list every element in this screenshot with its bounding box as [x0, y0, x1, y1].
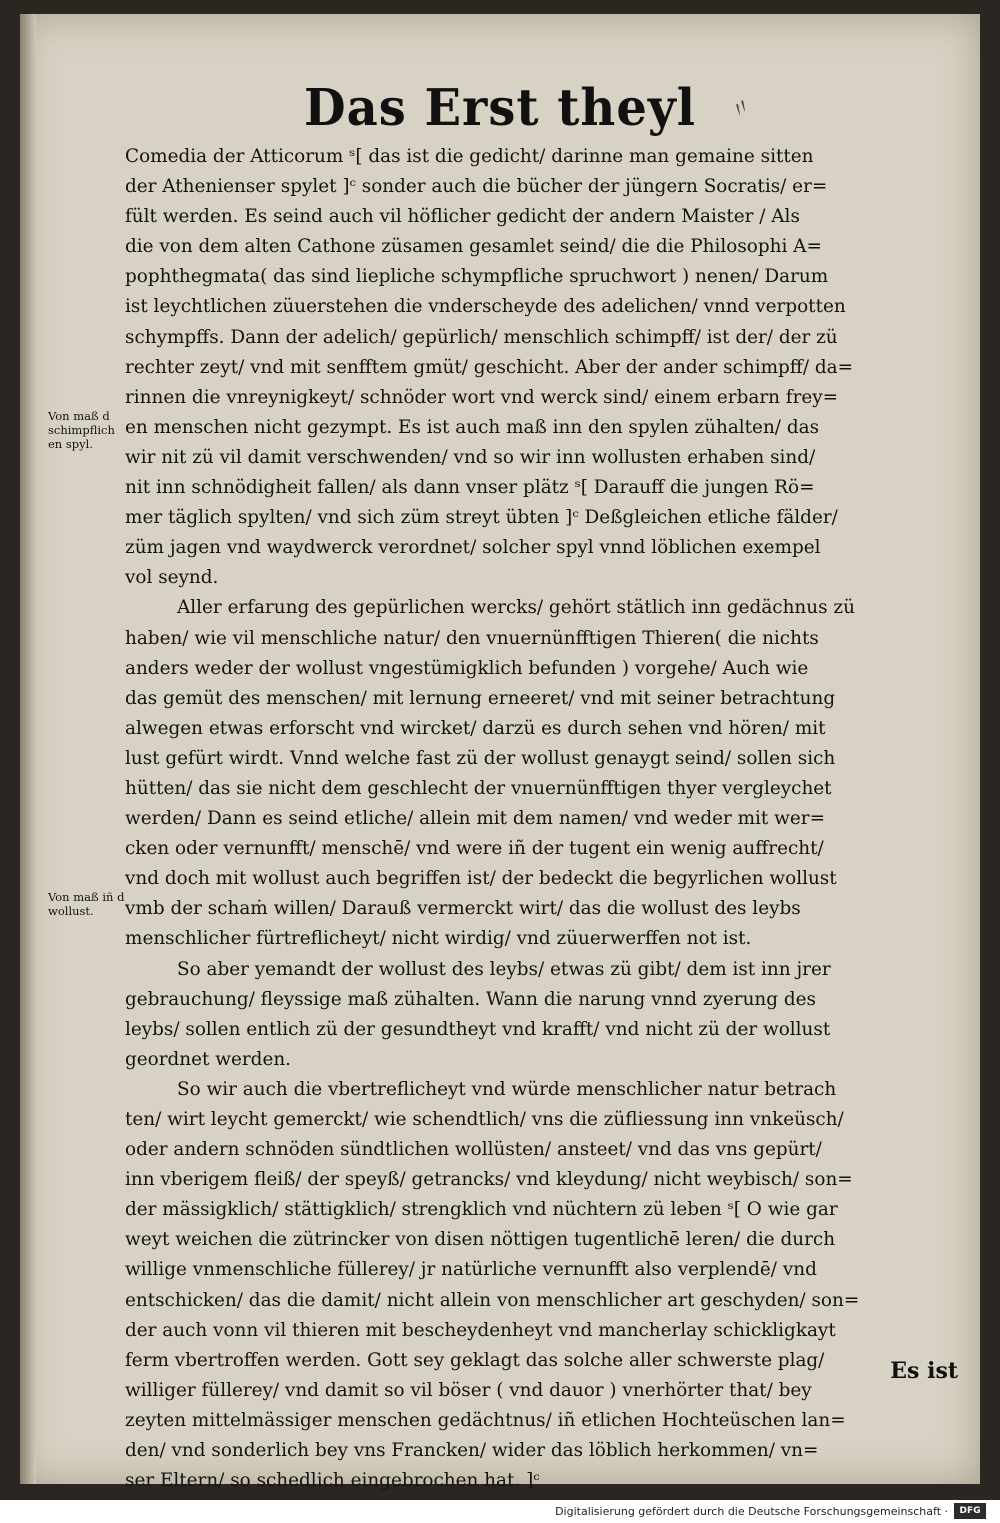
text-line: cken oder vernunfft/ menschē/ vnd were iñ der tugent ein wenig auffrecht/	[125, 838, 824, 860]
dfg-logo: DFG	[954, 1503, 986, 1519]
text-line: rechter zeyt/ vnd mit senfftem gmüt/ geschicht. Aber der ander schimpff/ da=	[125, 356, 854, 378]
text-line: Comedia der Atticorum ˢ[ das ist die gedicht/ darinne man gemaine sitten	[125, 146, 814, 167]
text-line: willige vnmenschliche füllerey/ jr natürliche vernunfft also verplendē/ vnd	[125, 1259, 817, 1281]
text-line: mer täglich spylten/ vnd sich züm streyt übten ]ᶜ Deßgleichen etliche fälder/	[125, 507, 838, 529]
text-line: entschicken/ das die damit/ nicht allein von menschlicher art geschyden/ son=	[125, 1289, 860, 1311]
text-line: vnd doch mit wollust auch begriffen ist/ der bedeckt die begyrlichen wollust	[125, 868, 837, 890]
text-line: die von dem alten Cathone züsamen gesamlet seind/ die die Philosophi A=	[125, 236, 822, 258]
text-line: wir nit zü vil damit verschwenden/ vnd so wir inn wollusten erhaben sind/	[125, 446, 816, 468]
text-line: gebrauchung/ fleyssige maß zühalten. Wann die narung vnnd zyerung des	[125, 988, 816, 1010]
text-line: werden/ Dann es seind etliche/ allein mit dem namen/ vnd weder mit wer=	[125, 808, 825, 830]
text-line: ten/ wirt leycht gemerckt/ wie schendtlich/ vns die züfliessung inn vnkeüsch/	[125, 1109, 844, 1130]
text-line: anders weder der wollust vngestümigklich befunden ) vorgehe/ Auch wie	[125, 657, 809, 679]
footer-credit: Digitalisierung gefördert durch die Deutsche Forschungsgemeinschaft ·	[555, 1505, 948, 1518]
text-line: pophthegmata( das sind liepliche schympfliche spruchwort ) nenen/ Darum	[125, 266, 829, 288]
text-line: menschlicher fürtreflicheyt/ nicht wirdig/ vnd züuerwerffen not ist.	[125, 928, 752, 950]
text-line: So wir auch die vbertreflicheyt vnd würde menschlicher natur betrach	[177, 1078, 837, 1100]
text-line: inn vberigem fleiß/ der speyß/ getrancks/ vnd kleydung/ nicht weybisch/ son=	[125, 1169, 853, 1191]
text-line: schympffs. Dann der adelich/ gepürlich/ menschlich schimpff/ ist der/ der zü	[125, 326, 838, 348]
body-text	[125, 142, 940, 1496]
text-line: williger füllerey/ vnd damit so vil böser ( vnd dauor ) vnerhörter that/ bey	[125, 1379, 812, 1401]
text-line: geordnet werden.	[125, 1048, 292, 1070]
text-line: ser Eltern/ so schedlich eingebrochen hat. ]ᶜ	[125, 1470, 540, 1492]
ink-mark: 〃	[725, 92, 759, 126]
text-line: haben/ wie vil menschliche natur/ den vnuernünfftigen Thieren( die nichts	[125, 627, 819, 649]
text-line: oder andern schnöden sündtlichen wollüsten/ ansteet/ vnd das vns gepürt/	[125, 1139, 822, 1161]
text-line: das gemüt des menschen/ mit lernung erneeret/ vnd mit seiner betrachtung	[125, 687, 836, 709]
text-line: nit inn schnödigheit fallen/ als dann vnser plätz ˢ[ Darauff die jungen Rö=	[125, 477, 815, 499]
running-title: Das Erst theyl	[304, 78, 696, 138]
text-line: vol seynd.	[125, 567, 219, 589]
text-line: zeyten mittelmässiger menschen gedächtnus/ iñ etlichen Hochteüschen lan=	[125, 1409, 846, 1431]
text-line: rinnen die vnreynigkeyt/ schnöder wort vnd werck sind/ einem erbarn frey=	[125, 386, 839, 408]
footer-bar	[0, 1500, 1000, 1523]
text-line: ferm vbertroffen werden. Gott sey geklagt das solche aller schwerste plag/	[125, 1349, 825, 1371]
text-line: vmb der schaṁ willen/ Darauß vermerckt wirt/ das die wollust des leybs	[125, 898, 801, 920]
catchword: Es ist	[890, 1358, 958, 1384]
text-line: der Athenienser spylet ]ᶜ sonder auch die bücher der jüngern Socratis/ er=	[125, 176, 828, 198]
text-line: weyt weichen die zütrincker von disen nöttigen tugentlichē leren/ die durch	[125, 1229, 836, 1251]
text-line: züm jagen vnd waydwerck verordnet/ solcher spyl vnnd löblichen exempel	[125, 537, 821, 559]
text-line: Aller erfarung des gepürlichen wercks/ gehört stätlich inn gedächnus zü	[177, 597, 855, 619]
text-line: den/ vnd sonderlich bey vns Francken/ wider das löblich herkommen/ vn=	[125, 1440, 819, 1462]
text-line: alwegen etwas erforscht vnd wircket/ darzü es durch sehen vnd hören/ mit	[125, 717, 826, 739]
margin-note-1: Von maß d schimpflich en spyl.	[48, 409, 115, 451]
margin-note-2: Von maß iñ d wollust.	[48, 890, 125, 918]
text-line: hütten/ das sie nicht dem geschlecht der vnuernünfftigen thyer vergleychet	[125, 777, 832, 799]
text-line: en menschen nicht gezympt. Es ist auch maß inn den spylen zühalten/ das	[125, 416, 820, 438]
page-spine-shadow	[20, 14, 36, 1484]
text-line: der auch vonn vil thieren mit bescheydenheyt vnd mancherlay schickligkayt	[125, 1319, 836, 1341]
text-line: der mässigklich/ stättigklich/ strengklich vnd nüchtern zü leben ˢ[ O wie gar	[125, 1199, 838, 1221]
text-line: So aber yemandt der wollust des leybs/ etwas zü gibt/ dem ist inn jrer	[177, 958, 831, 980]
text-line: ist leychtlichen züuerstehen die vnderscheyde des adelichen/ vnnd verpotten	[125, 296, 846, 318]
text-line: lust gefürt wirdt. Vnnd welche fast zü der wollust genaygt seind/ sollen sich	[125, 747, 836, 769]
text-line: fült werden. Es seind auch vil höflicher gedicht der andern Maister / Als	[125, 206, 800, 228]
text-line: leybs/ sollen entlich zü der gesundtheyt vnd krafft/ vnd nicht zü der wollust	[125, 1018, 831, 1040]
